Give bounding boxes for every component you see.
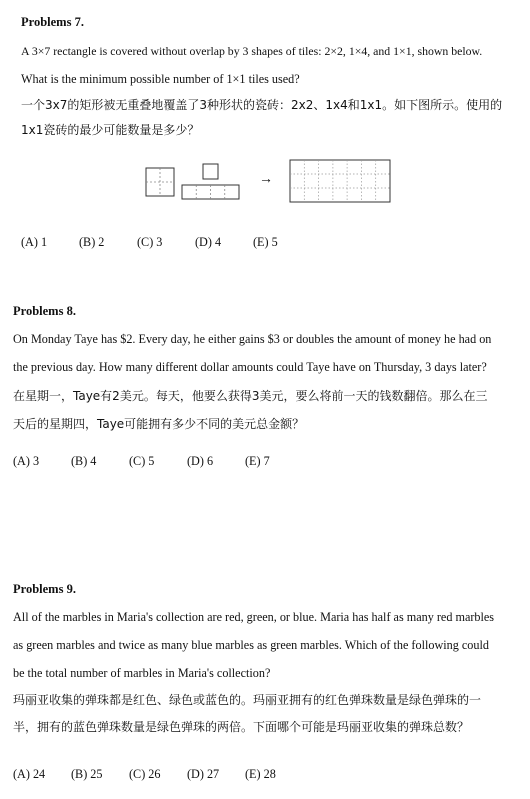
tile-2x2: [146, 168, 174, 196]
option-d[interactable]: (D) 27: [187, 767, 220, 781]
option-c[interactable]: (C) 26: [129, 767, 161, 781]
rectangle-3x7: [290, 160, 390, 202]
tile-1x1: [203, 164, 218, 179]
problem-8-title: Problems 8.: [13, 304, 76, 318]
option-d[interactable]: (D) 6: [187, 454, 214, 468]
problem-9-text-en-1: All of the marbles in Maria's collection are red, green, or blue. Maria has half as many red marbles: [13, 610, 495, 624]
problem-8-text-cn-2: 天后的星期四，Taye可能拥有多少不同的美元总金额？: [13, 417, 305, 431]
option-c[interactable]: (C) 3: [137, 235, 163, 249]
option-e[interactable]: (E) 28: [245, 767, 276, 781]
problem-7-title: Problems 7.: [21, 15, 84, 29]
arrow-icon: →: [259, 172, 273, 187]
option-e[interactable]: (E) 7: [245, 454, 270, 468]
problem-7-text-en-1: A 3×7 rectangle is covered without overlap by 3 shapes of tiles: 2×2, 1×4, and 1×1, shown below.: [21, 44, 483, 58]
option-e[interactable]: (E) 5: [253, 235, 278, 249]
problem-7-options: [21, 235, 311, 250]
option-a[interactable]: (A) 1: [21, 235, 48, 249]
option-b[interactable]: (B) 25: [71, 767, 103, 781]
problem-9-options: [13, 767, 303, 782]
option-a[interactable]: (A) 24: [13, 767, 46, 781]
problem-7-text-en-2: What is the minimum possible number of 1×1 tiles used?: [21, 72, 300, 86]
problem-9-text-cn-1: 玛丽亚收集的弹珠都是红色、绿色或蓝色的。玛丽亚拥有的红色弹珠数量是绿色弹珠的一: [13, 693, 482, 707]
option-b[interactable]: (B) 2: [79, 235, 105, 249]
option-d[interactable]: (D) 4: [195, 235, 222, 249]
option-c[interactable]: (C) 5: [129, 454, 155, 468]
problem-9-title: Problems 9.: [13, 582, 76, 596]
problem-8-text-cn-1: 在星期一，Taye有2美元。每天，他要么获得3美元，要么将前一天的钱数翻倍。那么在三: [13, 389, 488, 403]
option-b[interactable]: (B) 4: [71, 454, 97, 468]
problem-8-text-en-2: the previous day. How many different dollar amounts could Taye have on Thursday, 3 days later?: [13, 360, 487, 374]
problem-7-text-cn-1: 一个3x7的矩形被无重叠地覆盖了3种形状的瓷砖：2x2、1x4和1x1。如下图所示。使用的: [21, 98, 503, 112]
problem-9-text-en-3: be the total number of marbles in Maria's collection?: [13, 666, 271, 680]
problem-8-text-en-1: On Monday Taye has $2. Every day, he either gains $3 or doubles the amount of money he had on: [13, 332, 492, 346]
tile-1x4: [182, 185, 239, 199]
problem-9-text-en-2: as green marbles and twice as many blue marbles as green marbles. Which of the following could: [13, 638, 489, 652]
problem-9-text-cn-2: 半，拥有的蓝色弹珠数量是绿色弹珠的两倍。下面哪个可能是玛丽亚收集的弹珠总数？: [13, 720, 470, 734]
problem-8-options: [13, 454, 303, 469]
option-a[interactable]: (A) 3: [13, 454, 40, 468]
problem-7-text-cn-2: 1x1瓷砖的最少可能数量是多少？: [21, 123, 200, 137]
